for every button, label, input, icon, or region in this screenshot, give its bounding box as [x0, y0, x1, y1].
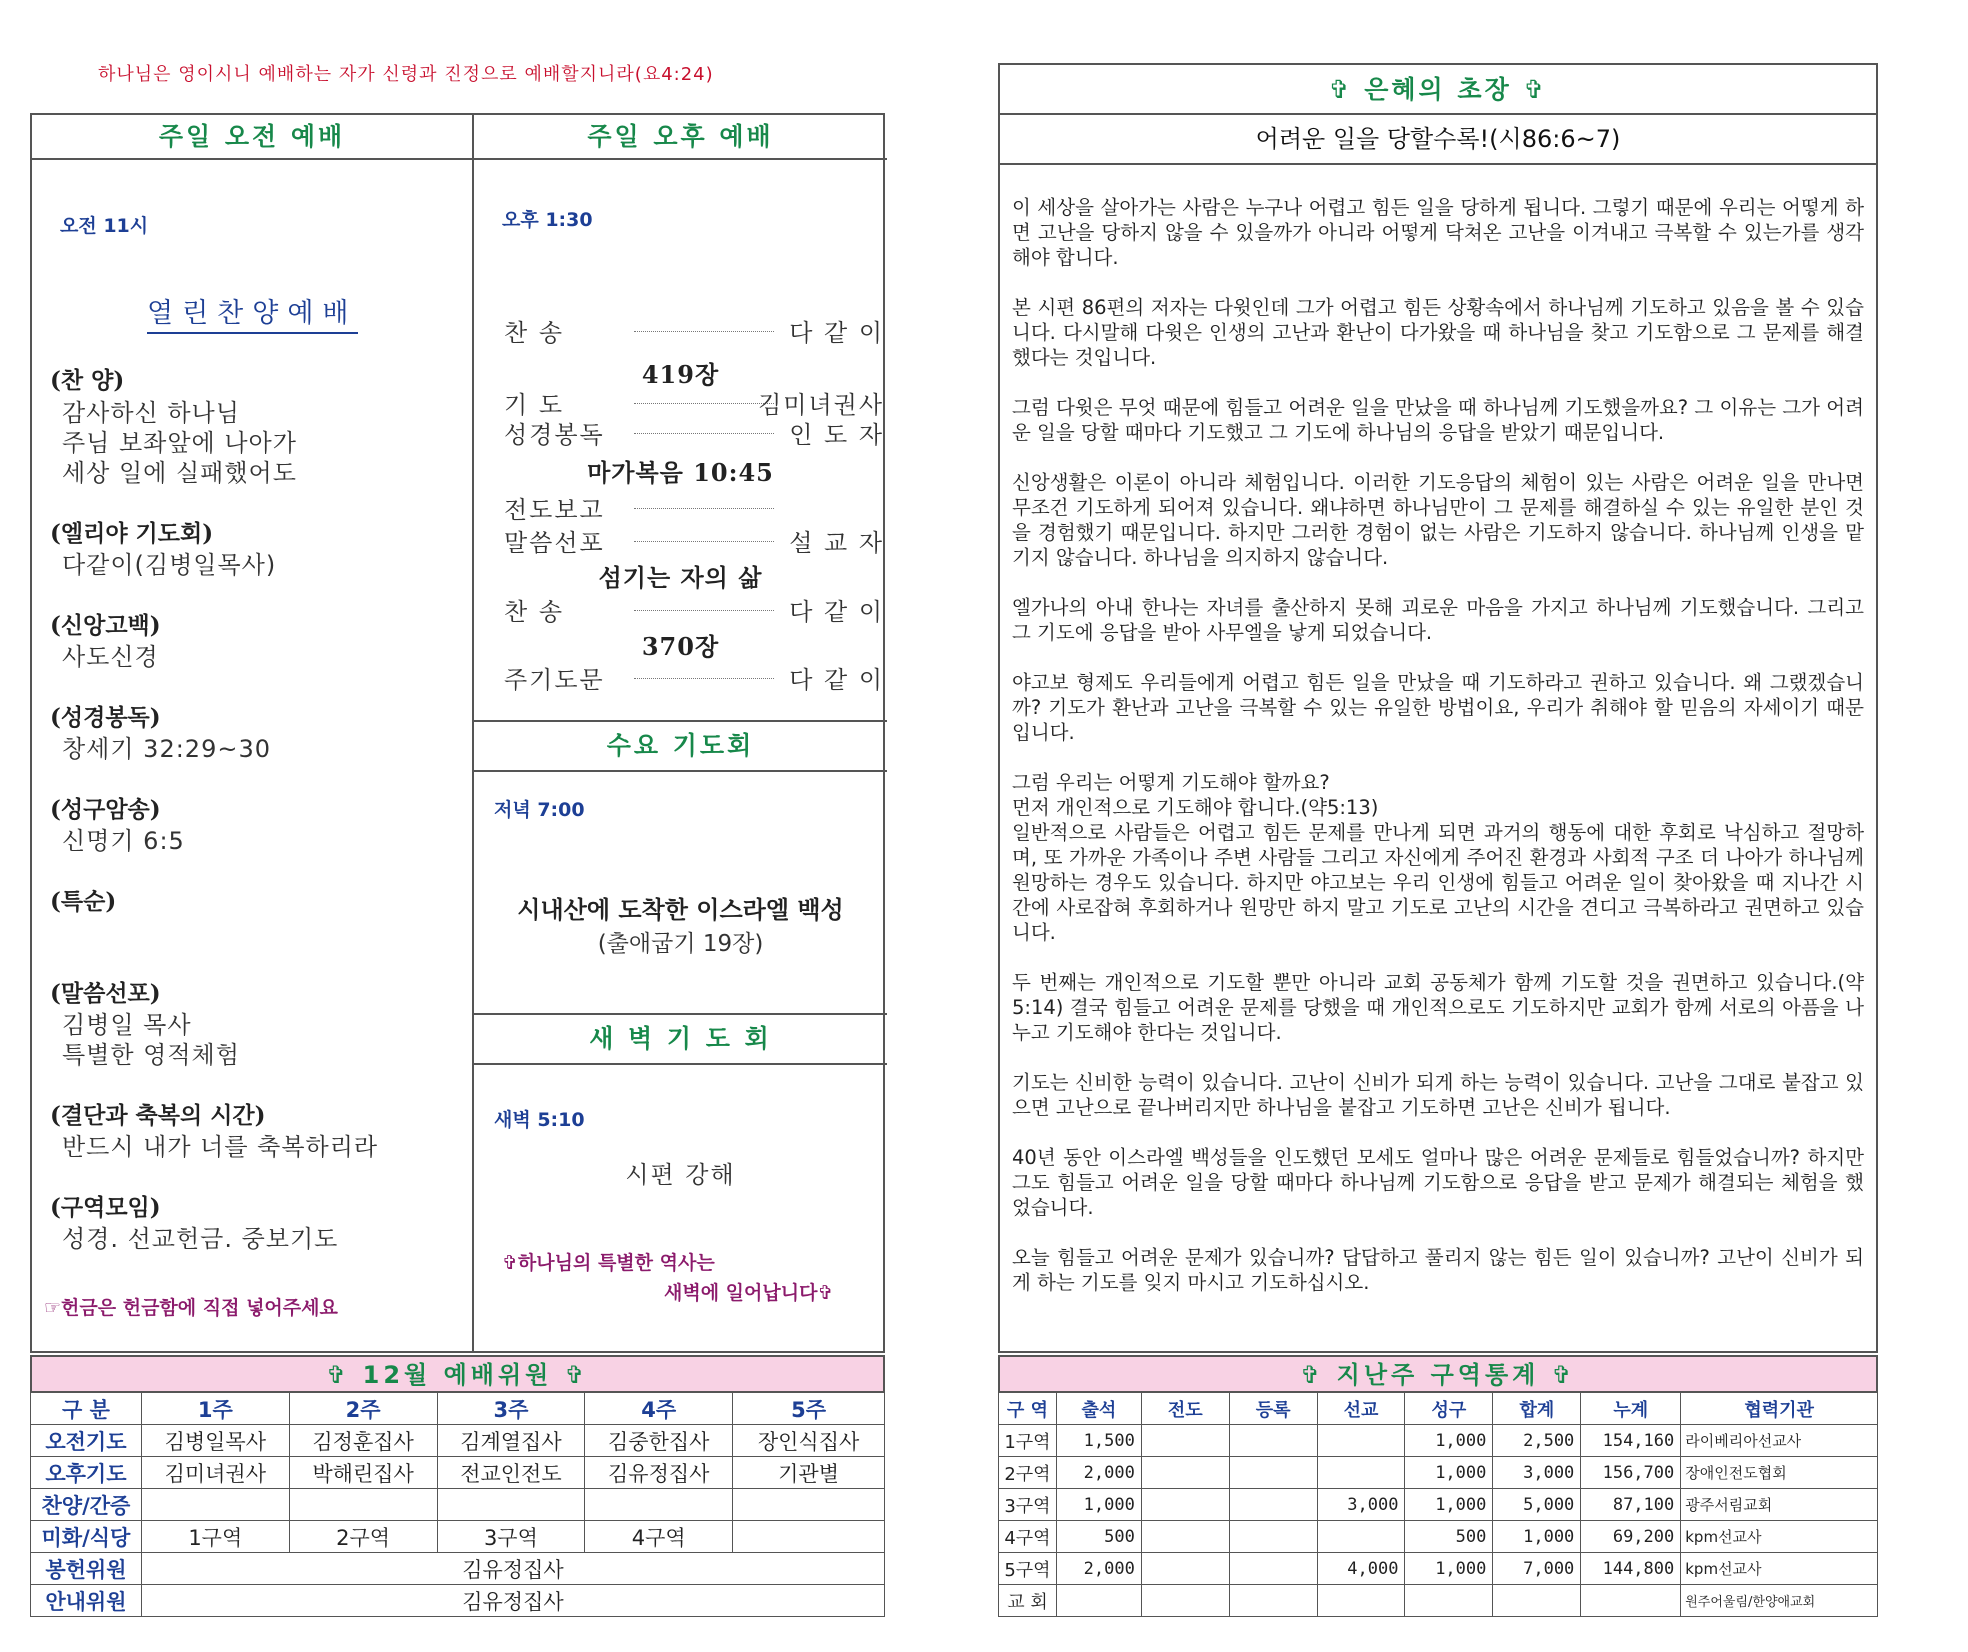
column-header: 3주	[437, 1393, 585, 1425]
table-cell: 1,500	[1056, 1425, 1141, 1457]
section-line: 세상 일에 실패했어도	[62, 459, 297, 487]
table-cell: 2,500	[1493, 1425, 1581, 1457]
column-header: 등록	[1229, 1393, 1317, 1425]
table-header-row	[31, 1393, 885, 1425]
grace-column-body	[1012, 195, 1864, 1320]
leader-dots	[634, 403, 774, 404]
order-row	[504, 415, 884, 447]
table-cell: 500	[1056, 1521, 1141, 1553]
section-title: (특순)	[50, 888, 117, 915]
table-cell	[141, 1489, 289, 1521]
table-cell	[585, 1489, 733, 1521]
table-cell	[289, 1489, 437, 1521]
table-cell: 전교인전도	[437, 1457, 585, 1489]
afternoon-service-header: 주일 오후 예배	[474, 115, 887, 160]
section-line: 성경. 선교헌금. 중보기도	[62, 1225, 339, 1253]
row-header: 오전기도	[31, 1425, 142, 1457]
table-header-row	[999, 1393, 1878, 1425]
worship-schedule-box	[30, 113, 885, 1353]
leader-dots	[634, 508, 774, 509]
table-cell	[1056, 1585, 1141, 1617]
table-cell: 1,000	[1405, 1553, 1493, 1585]
paragraph: 야고보 형제도 우리들에게 어렵고 힘든 일을 만났을 때 기도하라고 권하고 있습니다. 왜 그랬겠습니까? 기도가 환난과 고난을 극복할 수 있는 유일한 방법이요, 우리가 취해야 할 믿음의 자세이기 때문입니다.	[1012, 671, 1864, 744]
table-cell	[1229, 1425, 1317, 1457]
table-cell: 1,000	[1405, 1457, 1493, 1489]
paragraph: 신앙생활은 이론이 아니라 체험입니다. 이러한 기도응답의 체험이 있는 사람은 어려운 일을 만나면 무조건 기도하게 되어져 있습니다. 왜냐하면 하나님만이 그 문제를 해결하실 수 있는 유일한 분인 것을 경험했기 때문입니다. 하지만 그러한 경험이 없는 사람은 기도하지 않습니다. 하나님께 인생을 맡기지 않습니다. 하나님을 의지하지 않습니다.	[1012, 471, 1864, 569]
hymn-number: 419장	[641, 360, 720, 389]
column-header: 선교	[1317, 1393, 1405, 1425]
grace-column-header: ✞ 은혜의 초장 ✞	[1000, 65, 1876, 115]
dawn-special-note: ✞하나님의 특별한 역사는	[502, 1252, 715, 1274]
section-line: 신명기 6:5	[62, 827, 185, 855]
table-row	[999, 1489, 1878, 1521]
section-title: (구역모임)	[50, 1194, 161, 1221]
table-cell: 4,000	[1317, 1553, 1405, 1585]
row-header: 봉헌위원	[31, 1553, 142, 1585]
table-cell: 7,000	[1493, 1553, 1581, 1585]
table-cell	[1229, 1521, 1317, 1553]
table-cell	[1229, 1489, 1317, 1521]
section-title: (결단과 축복의 시간)	[50, 1102, 266, 1129]
table-row	[999, 1521, 1878, 1553]
wednesday-prayer-time: 저녁 7:00	[494, 799, 585, 821]
order-leader: 김미녀권사	[758, 391, 884, 419]
section-line: 다같이(김병일목사)	[62, 551, 277, 579]
table-cell: kpm선교사	[1681, 1521, 1878, 1553]
order-label: 주기도문	[504, 666, 605, 694]
table-cell	[1141, 1457, 1229, 1489]
morning-service-header: 주일 오전 예배	[32, 115, 472, 160]
table-cell: 87,100	[1581, 1489, 1681, 1521]
district-stats-title: ✞ 지난주 구역통계 ✞	[998, 1355, 1878, 1393]
table-cell	[1229, 1457, 1317, 1489]
wednesday-prayer-subtitle: (출애굽기 19장)	[597, 931, 764, 957]
order-label: 전도보고	[504, 496, 605, 524]
table-row	[999, 1585, 1878, 1617]
table-cell	[1317, 1585, 1405, 1617]
table-cell: 69,200	[1581, 1521, 1681, 1553]
column-header: 누계	[1581, 1393, 1681, 1425]
table-cell: kpm선교사	[1681, 1553, 1878, 1585]
leader-dots	[634, 610, 774, 611]
hymn-number: 370장	[641, 632, 720, 661]
row-header: 2구역	[999, 1457, 1057, 1489]
order-row	[504, 385, 884, 417]
row-header: 3구역	[999, 1489, 1057, 1521]
order-leader: 다 같 이	[789, 319, 884, 347]
table-cell: 1구역	[141, 1521, 289, 1553]
sermon-title: 섬기는 자의 삶	[598, 563, 763, 592]
table-cell	[733, 1489, 885, 1521]
offering-note: ☞헌금은 헌금함에 직접 넣어주세요	[44, 1297, 338, 1319]
row-header: 안내위원	[31, 1585, 142, 1617]
grace-column-box	[998, 63, 1878, 1353]
table-cell: 박해린집사	[289, 1457, 437, 1489]
column-header: 2주	[289, 1393, 437, 1425]
order-leader: 인 도 자	[789, 421, 884, 449]
order-row	[504, 313, 884, 345]
column-header: 구 역	[999, 1393, 1057, 1425]
table-cell	[1229, 1585, 1317, 1617]
order-row	[504, 660, 884, 692]
table-cell: 156,700	[1581, 1457, 1681, 1489]
dawn-prayer-header: 새 벽 기 도 회	[474, 1013, 887, 1065]
order-label: 찬 송	[504, 598, 564, 626]
table-cell: 라이베리아선교사	[1681, 1425, 1878, 1457]
table-cell: 김미녀권사	[141, 1457, 289, 1489]
table-cell: 154,160	[1581, 1425, 1681, 1457]
section-line: 사도신경	[62, 643, 159, 671]
table-cell: 장인식집사	[733, 1425, 885, 1457]
column-header: 합계	[1493, 1393, 1581, 1425]
table-cell: 1,000	[1405, 1489, 1493, 1521]
leader-dots	[634, 541, 774, 542]
table-cell	[1317, 1425, 1405, 1457]
table-cell: 김정훈집사	[289, 1425, 437, 1457]
grace-column-title: 어려운 일을 당할수록!(시86:6~7)	[1000, 115, 1876, 165]
table-row	[31, 1425, 885, 1457]
table-cell	[1229, 1553, 1317, 1585]
table-cell: 장애인전도협회	[1681, 1457, 1878, 1489]
table-row	[31, 1457, 885, 1489]
order-row	[504, 490, 884, 522]
section-line: 김병일 목사	[62, 1011, 192, 1039]
table-cell	[1141, 1521, 1229, 1553]
table-cell: 1,000	[1493, 1521, 1581, 1553]
row-header: 4구역	[999, 1521, 1057, 1553]
table-row	[999, 1457, 1878, 1489]
table-cell: 2,000	[1056, 1457, 1141, 1489]
table-cell	[1581, 1585, 1681, 1617]
table-cell	[1141, 1553, 1229, 1585]
table-cell: 김병일목사	[141, 1425, 289, 1457]
column-header: 1주	[141, 1393, 289, 1425]
table-cell: 4구역	[585, 1521, 733, 1553]
wednesday-prayer-header: 수요 기도회	[474, 720, 887, 772]
table-cell: 1,000	[1405, 1425, 1493, 1457]
section-line: 반드시 내가 너를 축복하리라	[62, 1133, 379, 1161]
table-row	[31, 1585, 885, 1617]
dawn-special-note: 새벽에 일어납니다✞	[664, 1282, 834, 1304]
order-label: 성경봉독	[504, 421, 605, 449]
table-cell	[1141, 1489, 1229, 1521]
column-header: 5주	[733, 1393, 885, 1425]
row-header: 1구역	[999, 1425, 1057, 1457]
scripture-reference: 마가복음 10:45	[587, 458, 774, 487]
table-cell: 2구역	[289, 1521, 437, 1553]
row-header: 교 회	[999, 1585, 1057, 1617]
table-cell	[733, 1521, 885, 1553]
order-leader: 다 같 이	[789, 666, 884, 694]
table-cell: 김유정집사	[585, 1457, 733, 1489]
column-header: 출석	[1056, 1393, 1141, 1425]
column-header: 협력기관	[1681, 1393, 1878, 1425]
section-title: (성구암송)	[50, 796, 161, 823]
dawn-prayer-time: 새벽 5:10	[494, 1109, 585, 1131]
table-cell: 3,000	[1317, 1489, 1405, 1521]
order-leader: 다 같 이	[789, 598, 884, 626]
header-motto: 하나님은 영이시니 예배하는 자가 신령과 진정으로 예배할지니라(요4:24)	[98, 64, 714, 85]
district-stats-table	[998, 1392, 1878, 1617]
order-leader: 설 교 자	[789, 529, 884, 557]
table-cell: 김유정집사	[141, 1585, 884, 1617]
table-cell: 김계열집사	[437, 1425, 585, 1457]
table-row	[31, 1553, 885, 1585]
worship-committee-title: ✞ 12월 예배위원 ✞	[30, 1355, 885, 1393]
table-cell: 김중한집사	[585, 1425, 733, 1457]
row-header: 미화/식당	[31, 1521, 142, 1553]
section-title: (성경봉독)	[50, 704, 161, 731]
order-label: 말씀선포	[504, 529, 605, 557]
leader-dots	[634, 678, 774, 679]
table-row	[31, 1489, 885, 1521]
section-title: (엘리야 기도회)	[50, 520, 214, 547]
table-cell	[1317, 1457, 1405, 1489]
paragraph: 본 시편 86편의 저자는 다윗인데 그가 어렵고 힘든 상황속에서 하나님께 기도하고 있음을 볼 수 있습니다. 다시말해 다윗은 인생의 고난과 환난이 다가왔을 때 하나님을 찾고 기도함으로 그 문제를 해결했다는 것입니다.	[1012, 296, 1864, 369]
column-header: 성구	[1405, 1393, 1493, 1425]
table-cell: 원주어울림/한양애교회	[1681, 1585, 1878, 1617]
table-cell	[1493, 1585, 1581, 1617]
order-row	[504, 523, 884, 555]
table-cell	[437, 1489, 585, 1521]
row-header: 오후기도	[31, 1457, 142, 1489]
leader-dots	[634, 433, 774, 434]
table-cell: 1,000	[1056, 1489, 1141, 1521]
section-title: (신앙고백)	[50, 612, 161, 639]
paragraph: 기도는 신비한 능력이 있습니다. 고난이 신비가 되게 하는 능력이 있습니다. 고난을 그대로 붙잡고 있으면 고난으로 끝나버리지만 하나님을 붙잡고 기도하면 고난은 신비가 됩니다.	[1012, 1071, 1864, 1119]
table-cell: 3,000	[1493, 1457, 1581, 1489]
morning-service-title: 열린찬양예배	[147, 291, 358, 334]
order-row	[504, 592, 884, 624]
paragraph: 두 번째는 개인적으로 기도할 뿐만 아니라 교회 공동체가 함께 기도할 것을 권면하고 있습니다.(약5:14) 결국 힘들고 어려운 문제를 당했을 때 개인적으로도 기도하지만 교회가 함께 서로의 아픔을 나누고 기도해야 한다는 것입니다.	[1012, 971, 1864, 1044]
table-cell	[1317, 1521, 1405, 1553]
section-title: (말씀선포)	[50, 980, 161, 1007]
row-header: 찬양/간증	[31, 1489, 142, 1521]
wednesday-prayer-title: 시내산에 도착한 이스라엘 백성	[517, 895, 844, 924]
paragraph: 오늘 힘들고 어려운 문제가 있습니까? 답답하고 풀리지 않는 힘든 일이 있습니까? 고난이 신비가 되게 하는 기도를 잊지 마시고 기도하십시오.	[1012, 1246, 1864, 1294]
table-cell: 144,800	[1581, 1553, 1681, 1585]
column-header: 4주	[585, 1393, 733, 1425]
morning-service-time: 오전 11시	[60, 215, 149, 237]
section-line: 감사하신 하나님	[62, 399, 240, 427]
row-header: 5구역	[999, 1553, 1057, 1585]
section-line: 주님 보좌앞에 나아가	[62, 429, 297, 457]
paragraph: 이 세상을 살아가는 사람은 누구나 어렵고 힘든 일을 당하게 됩니다. 그렇기 때문에 우리는 어떻게 하면 고난을 당하지 않을 수 있을까가 아니라 어떻게 닥쳐온 고난을 이겨내고 극복할 수 있는가를 생각해야 합니다.	[1012, 196, 1864, 269]
table-cell: 5,000	[1493, 1489, 1581, 1521]
column-header: 구 분	[31, 1393, 142, 1425]
table-cell	[1141, 1585, 1229, 1617]
paragraph: 40년 동안 이스라엘 백성들을 인도했던 모세도 얼마나 많은 어려운 문제들로 힘들었습니까? 하지만 그도 힘들고 어려운 일을 당할 때마다 하나님께 기도함으로 응답을 받고 문제가 해결되는 체험을 했었습니다.	[1012, 1146, 1864, 1219]
worship-committee-table	[30, 1392, 885, 1617]
afternoon-column	[474, 115, 887, 1351]
table-cell: 기관별	[733, 1457, 885, 1489]
afternoon-service-time: 오후 1:30	[502, 209, 593, 231]
section-title: (찬 양)	[50, 367, 125, 394]
table-row	[999, 1553, 1878, 1585]
table-row	[999, 1425, 1878, 1457]
table-cell: 3구역	[437, 1521, 585, 1553]
table-cell: 2,000	[1056, 1553, 1141, 1585]
order-label: 찬 송	[504, 319, 564, 347]
leader-dots	[634, 331, 774, 332]
table-row	[31, 1521, 885, 1553]
dawn-prayer-text: 시편 강해	[625, 1161, 736, 1189]
column-header: 전도	[1141, 1393, 1229, 1425]
table-cell: 500	[1405, 1521, 1493, 1553]
table-cell	[1405, 1585, 1493, 1617]
section-line: 특별한 영적체험	[62, 1041, 240, 1069]
order-label: 기 도	[504, 391, 564, 419]
table-cell: 김유정집사	[141, 1553, 884, 1585]
paragraph: 그럼 우리는 어떻게 기도해야 할까요? 먼저 개인적으로 기도해야 합니다.(약5:13) 일반적으로 사람들은 어렵고 힘든 문제를 만나게 되면 과거의 행동에 대한 후회로 낙심하고 절망하며, 또 가까운 가족이나 주변 사람들 그리고 자신에게 주어진 환경과 사회적 구조 더 나아가 하나님께 원망하는 경우도 있습니다. 하지만 야고보는 우리 인생에 힘들고 어려운 일이 찾아왔을 때 지나간 시간에 사로잡혀 후회하거나 원망만 하지 말고 기도로 고난의 시간을 견디고 극복하라고 권면하고 있습니다.	[1012, 771, 1864, 944]
section-line: 창세기 32:29~30	[62, 735, 271, 763]
paragraph: 엘가나의 아내 한나는 자녀를 출산하지 못해 괴로운 마음을 가지고 하나님께 기도했습니다. 그리고 그 기도에 응답을 받아 사무엘을 낳게 되었습니다.	[1012, 596, 1864, 644]
table-cell	[1141, 1425, 1229, 1457]
paragraph: 그럼 다윗은 무엇 때문에 힘들고 어려운 일을 만났을 때 하나님께 기도했을까요? 그 이유는 그가 어려운 일을 당할 때마다 기도했고 그 기도에 하나님의 응답을 받았기 때문입니다.	[1012, 396, 1864, 444]
table-cell: 광주서림교회	[1681, 1489, 1878, 1521]
